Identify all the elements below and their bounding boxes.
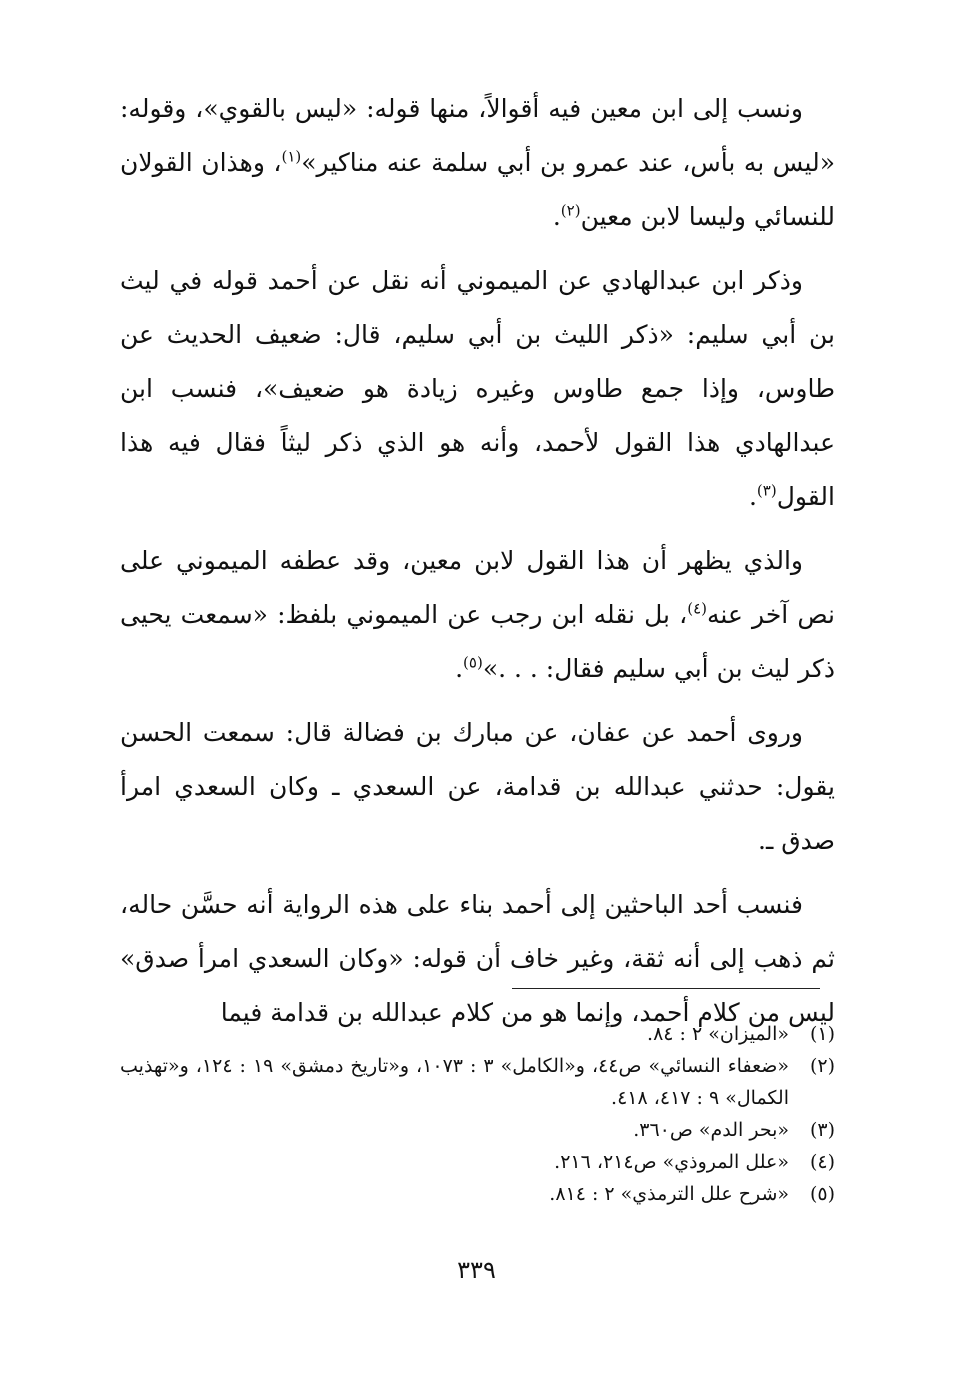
paragraph-text: والذي يظهر أن هذا القول لابن معين، وقد عطفه الميموني على نص آخر عنه	[120, 546, 835, 629]
footnote-1	[120, 1018, 835, 1050]
footnote-text: «بحر الدم» ص٣٦٠.	[633, 1119, 789, 1141]
paragraph-text: ، بل نقله ابن رجب عن الميموني بلفظ: «سمعت يحيى ذكر ليث بن أبي سليم فقال: . . .»	[120, 600, 835, 683]
paragraph-text: ، وهذان القولان للنسائي وليسا لابن معين	[120, 148, 835, 231]
footnote-separator	[512, 988, 820, 989]
footnote-ref-3[interactable]: (٣)	[756, 481, 777, 500]
footnote-2	[120, 1050, 835, 1114]
footnote-number: (٢)	[809, 1055, 835, 1077]
footnote-ref-1[interactable]: (١)	[281, 147, 302, 166]
footnote-number: (٣)	[809, 1119, 835, 1141]
page-number: ٣٣٩	[457, 1256, 496, 1284]
footnote-number: (٥)	[809, 1183, 835, 1205]
paragraph-text: .	[455, 654, 464, 683]
footnote-text: «شرح علل الترمذي» ٢ : ٨١٤.	[549, 1183, 789, 1205]
paragraph-2	[120, 254, 835, 524]
paragraph-4	[120, 706, 835, 868]
footnote-3	[120, 1114, 835, 1146]
footnotes	[120, 1018, 835, 1210]
paragraph-text: وذكر ابن عبدالهادي عن الميموني أنه نقل عن أحمد قوله في ليث بن أبي سليم: «ذكر الليث بن أبي سليم، قال: ضعيف الحديث عن طاوس، وإذا جمع طاوس وغيره زيادة هو ضعيف»، فنسب ابن عبدالهادي هذا القول لأحمد، وأنه هو الذي ذكر ليثاً فقال فيه هذا القول	[120, 266, 835, 511]
footnote-ref-4[interactable]: (٤)	[687, 599, 708, 618]
footnote-5	[120, 1178, 835, 1210]
paragraph-5	[120, 878, 835, 1040]
paragraph-text: فنسب أحد الباحثين إلى أحمد بناء على هذه الرواية أنه حسَّن حاله، ثم ذهب إلى أنه ثقة، وغير خاف أن قوله: «وكان السعدي امرأ صدق» ليس من كلام أحمد، وإنما هو من كلام عبدالله بن قدامة فيما	[120, 890, 835, 1027]
footnote-number: (٤)	[809, 1151, 835, 1173]
footnote-number: (١)	[809, 1023, 835, 1045]
paragraph-text: .	[552, 202, 561, 231]
footnote-ref-5[interactable]: (٥)	[463, 653, 483, 672]
footnote-4	[120, 1146, 835, 1178]
paragraph-1	[120, 82, 835, 244]
paragraph-text: وروى أحمد عن عفان، عن مبارك بن فضالة قال: سمعت الحسن يقول: حدثني عبدالله بن قدامة، عن السعدي ـ وكان السعدي امرأ صدق ـ.	[120, 718, 835, 855]
footnote-text: «الميزان» ٢ : ٨٤.	[647, 1023, 789, 1045]
main-text	[120, 82, 835, 1050]
footnote-text: «علل المروذي» ص٢١٤، ٢١٦.	[554, 1151, 789, 1173]
footnote-text: «ضعفاء النسائي» ص٤٤، و«الكامل» ٣ : ١٠٧٣، و«تاريخ دمشق» ١٩ : ١٢٤، و«تهذيب الكمال» ٩ : ٤١٧، ٤١٨.	[120, 1055, 790, 1109]
paragraph-3	[120, 534, 835, 696]
paragraph-text: ونسب إلى ابن معين فيه أقوالاً، منها قوله: «ليس بالقوي»، وقوله: «ليس به بأس، عند عمرو بن أبي سلمة عنه مناكير»	[120, 94, 835, 177]
paragraph-text: .	[748, 482, 757, 511]
footnote-ref-2[interactable]: (٢)	[560, 201, 581, 220]
